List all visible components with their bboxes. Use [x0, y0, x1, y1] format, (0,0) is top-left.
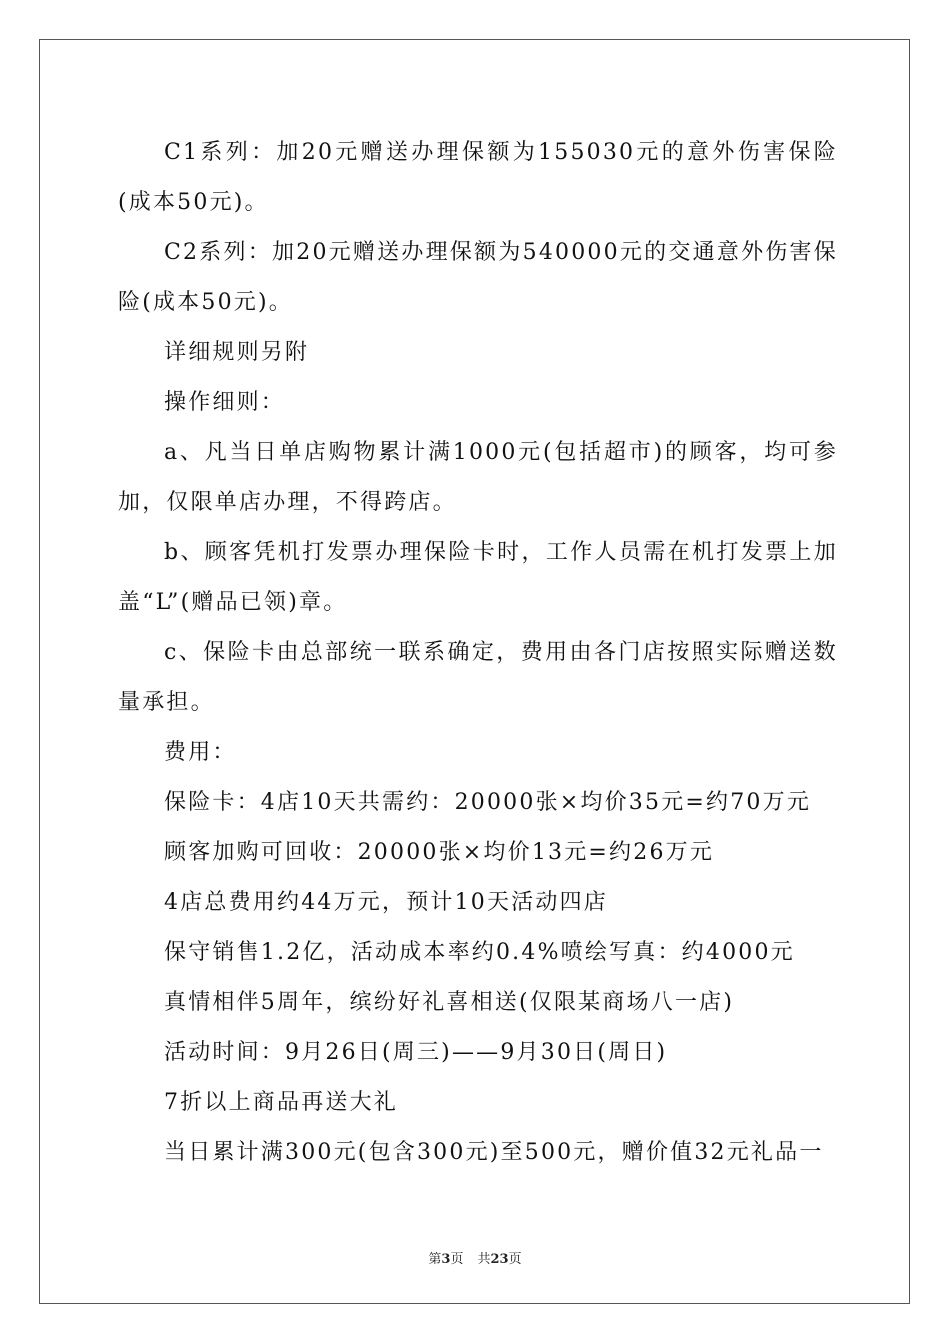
paragraph-rules-note: 详细规则另附 [164, 340, 310, 365]
paragraph-total-cost: 4店总费用约44万元，预计10天活动四店 [164, 890, 608, 915]
paragraph-sales-estimate: 保守销售1.2亿，活动成本率约0.4%喷绘写真：约4000元 [164, 940, 795, 965]
paragraph-insurance-card-cost: 保险卡：4店10天共需约：20000张×均价35元=约70万元 [164, 790, 812, 815]
paragraph-recovery: 顾客加购可回收：20000张×均价13元=约26万元 [164, 840, 715, 865]
paragraph-rule-c: c、保险卡由总部统一联系确定，费用由各门店按照实际赠送数量承担。 [118, 640, 838, 715]
page-footer [0, 1248, 950, 1267]
footer-page-mid: 页 [450, 1252, 464, 1267]
footer-total-prefix: 共 [477, 1252, 491, 1267]
paragraph-rule-a: a、凡当日单店购物累计满1000元(包括超市)的顾客，均可参加，仅限单店办理，不得跨店。 [118, 440, 838, 515]
paragraph-c2-series: C2系列：加20元赠送办理保额为540000元的交通意外伤害保险(成本50元)。 [118, 240, 838, 315]
footer-page-current: 3 [441, 1252, 451, 1267]
paragraph-activity-time: 活动时间：9月26日(周三)——9月30日(周日) [164, 1040, 668, 1065]
footer-total-suffix: 页 [508, 1252, 522, 1267]
paragraph-anniversary: 真情相伴5周年，缤纷好礼喜相送(仅限某商场八一店) [164, 990, 735, 1015]
document-body [118, 128, 838, 1178]
paragraph-rule-b: b、顾客凭机打发票办理保险卡时，工作人员需在机打发票上加盖“L”(赠品已领)章。 [118, 540, 838, 615]
footer-page-prefix: 第 [428, 1252, 442, 1267]
footer-page-total: 23 [490, 1252, 509, 1267]
paragraph-c1-series: C1系列：加20元赠送办理保额为155030元的意外伤害保险(成本50元)。 [118, 140, 838, 215]
paragraph-discount-gift: 7折以上商品再送大礼 [164, 1090, 398, 1115]
paragraph-gift-tier: 当日累计满300元(包含300元)至500元，赠价值32元礼品一 [164, 1140, 824, 1165]
paragraph-operation-heading: 操作细则： [164, 390, 286, 415]
paragraph-cost-heading: 费用： [164, 740, 237, 765]
